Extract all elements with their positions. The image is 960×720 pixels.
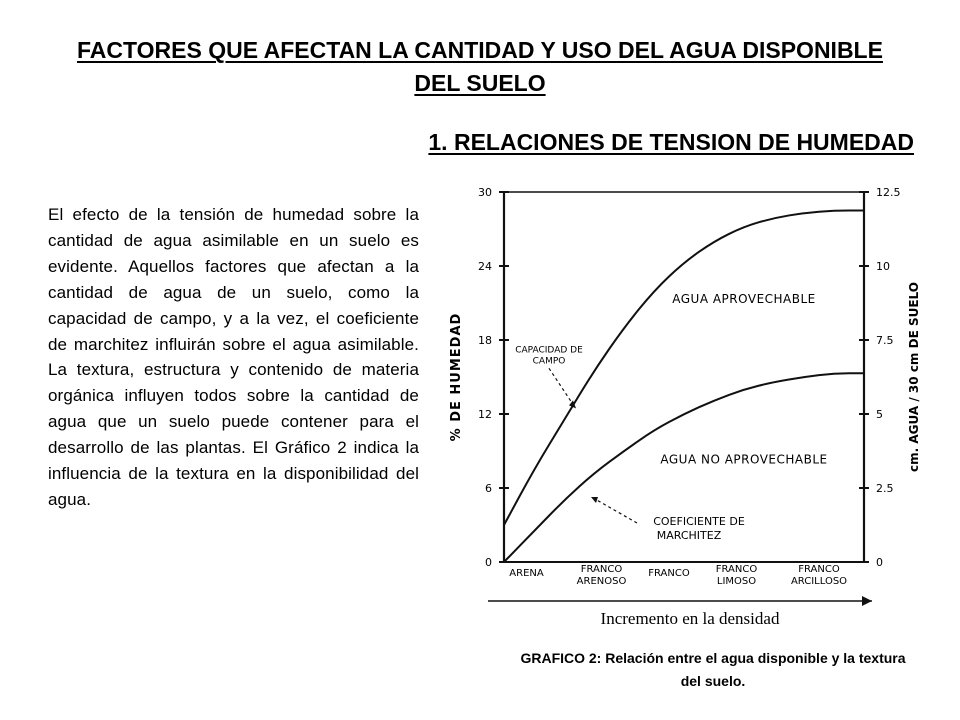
x-category-label: FRANCO [798, 564, 840, 575]
y-tick-label-left: 6 [485, 482, 492, 495]
x-axis-title: Incremento en la densidad [600, 609, 780, 628]
annotation-wilting-point: MARCHITEZ [656, 529, 722, 542]
section-subtitle: 1. RELACIONES DE TENSION DE HUMEDAD [428, 129, 914, 155]
annotation-wilting-point: COEFICIENTE DE [653, 515, 745, 528]
x-category-label: ARENA [509, 568, 544, 579]
chart-frame [488, 192, 872, 606]
x-category-label: FRANCO [580, 564, 623, 575]
x-category-label: FRANCO [648, 568, 690, 579]
y-tick-label-left: 24 [478, 260, 492, 273]
y-tick-label-right: 7.5 [876, 334, 894, 347]
x-category-label: FRANCO [715, 564, 758, 575]
y-tick-label-left: 18 [478, 334, 492, 347]
annotation-field-capacity: CAMPO [532, 356, 566, 367]
body-paragraph: El efecto de la tensión de humedad sobre la cantidad de agua asimilable en un suelo es evidente. Aquellos factores que afectan a la cantidad de agua de un suelo, como la capacidad de campo, y a la vez, el coeficiente de marchitez influirán sobre el agua asimilable. La textura, estructura y contenido de materia orgánica influyen todos sobre la cantidad de agua que un suelo puede contener para el desarrollo de las plantas. El Gráfico 2 indica la influencia de la textura en la disponibilidad del agua. [48, 205, 419, 509]
y-tick-label-left: 12 [478, 408, 492, 421]
wilting-point-pointer [595, 499, 637, 523]
field-capacity-line [504, 211, 864, 526]
density-arrow-head [862, 596, 872, 606]
y-tick-label-right: 5 [876, 408, 883, 421]
wilting-point-arrowhead [591, 497, 598, 503]
y-axis-title-left: % DE HUMEDAD [449, 312, 464, 442]
y-tick-label-right: 10 [876, 260, 890, 273]
chart-labels [449, 282, 921, 628]
y-axis-title-right: cm. AGUA / 30 cm DE SUELO [907, 282, 921, 472]
y-tick-label-right: 0 [876, 556, 883, 569]
chart-lines [504, 211, 864, 563]
x-category-label: ARENOSO [576, 576, 627, 587]
chart-caption: GRAFICO 2: Relación entre el agua disponible y la textura del suelo. [520, 650, 906, 689]
y-tick-label-left: 30 [478, 186, 492, 199]
page-title: FACTORES QUE AFECTAN LA CANTIDAD Y USO DEL AGUA DISPONIBLE DEL SUELO [77, 37, 883, 96]
chart-ticks [478, 186, 901, 569]
y-tick-label-right: 2.5 [876, 482, 894, 495]
annotation-field-capacity: CAPACIDAD DE [515, 345, 583, 356]
y-tick-label-left: 0 [485, 556, 492, 569]
x-category-label: LIMOSO [716, 576, 757, 587]
annotation-unavailable-water: AGUA NO APROVECHABLE [660, 452, 828, 467]
x-category-label: ARCILLOSO [790, 576, 848, 587]
annotation-available-water: AGUA APROVECHABLE [672, 292, 816, 306]
moisture-chart [440, 178, 930, 636]
field-capacity-pointer [549, 368, 573, 404]
y-tick-label-right: 12.5 [876, 186, 901, 199]
